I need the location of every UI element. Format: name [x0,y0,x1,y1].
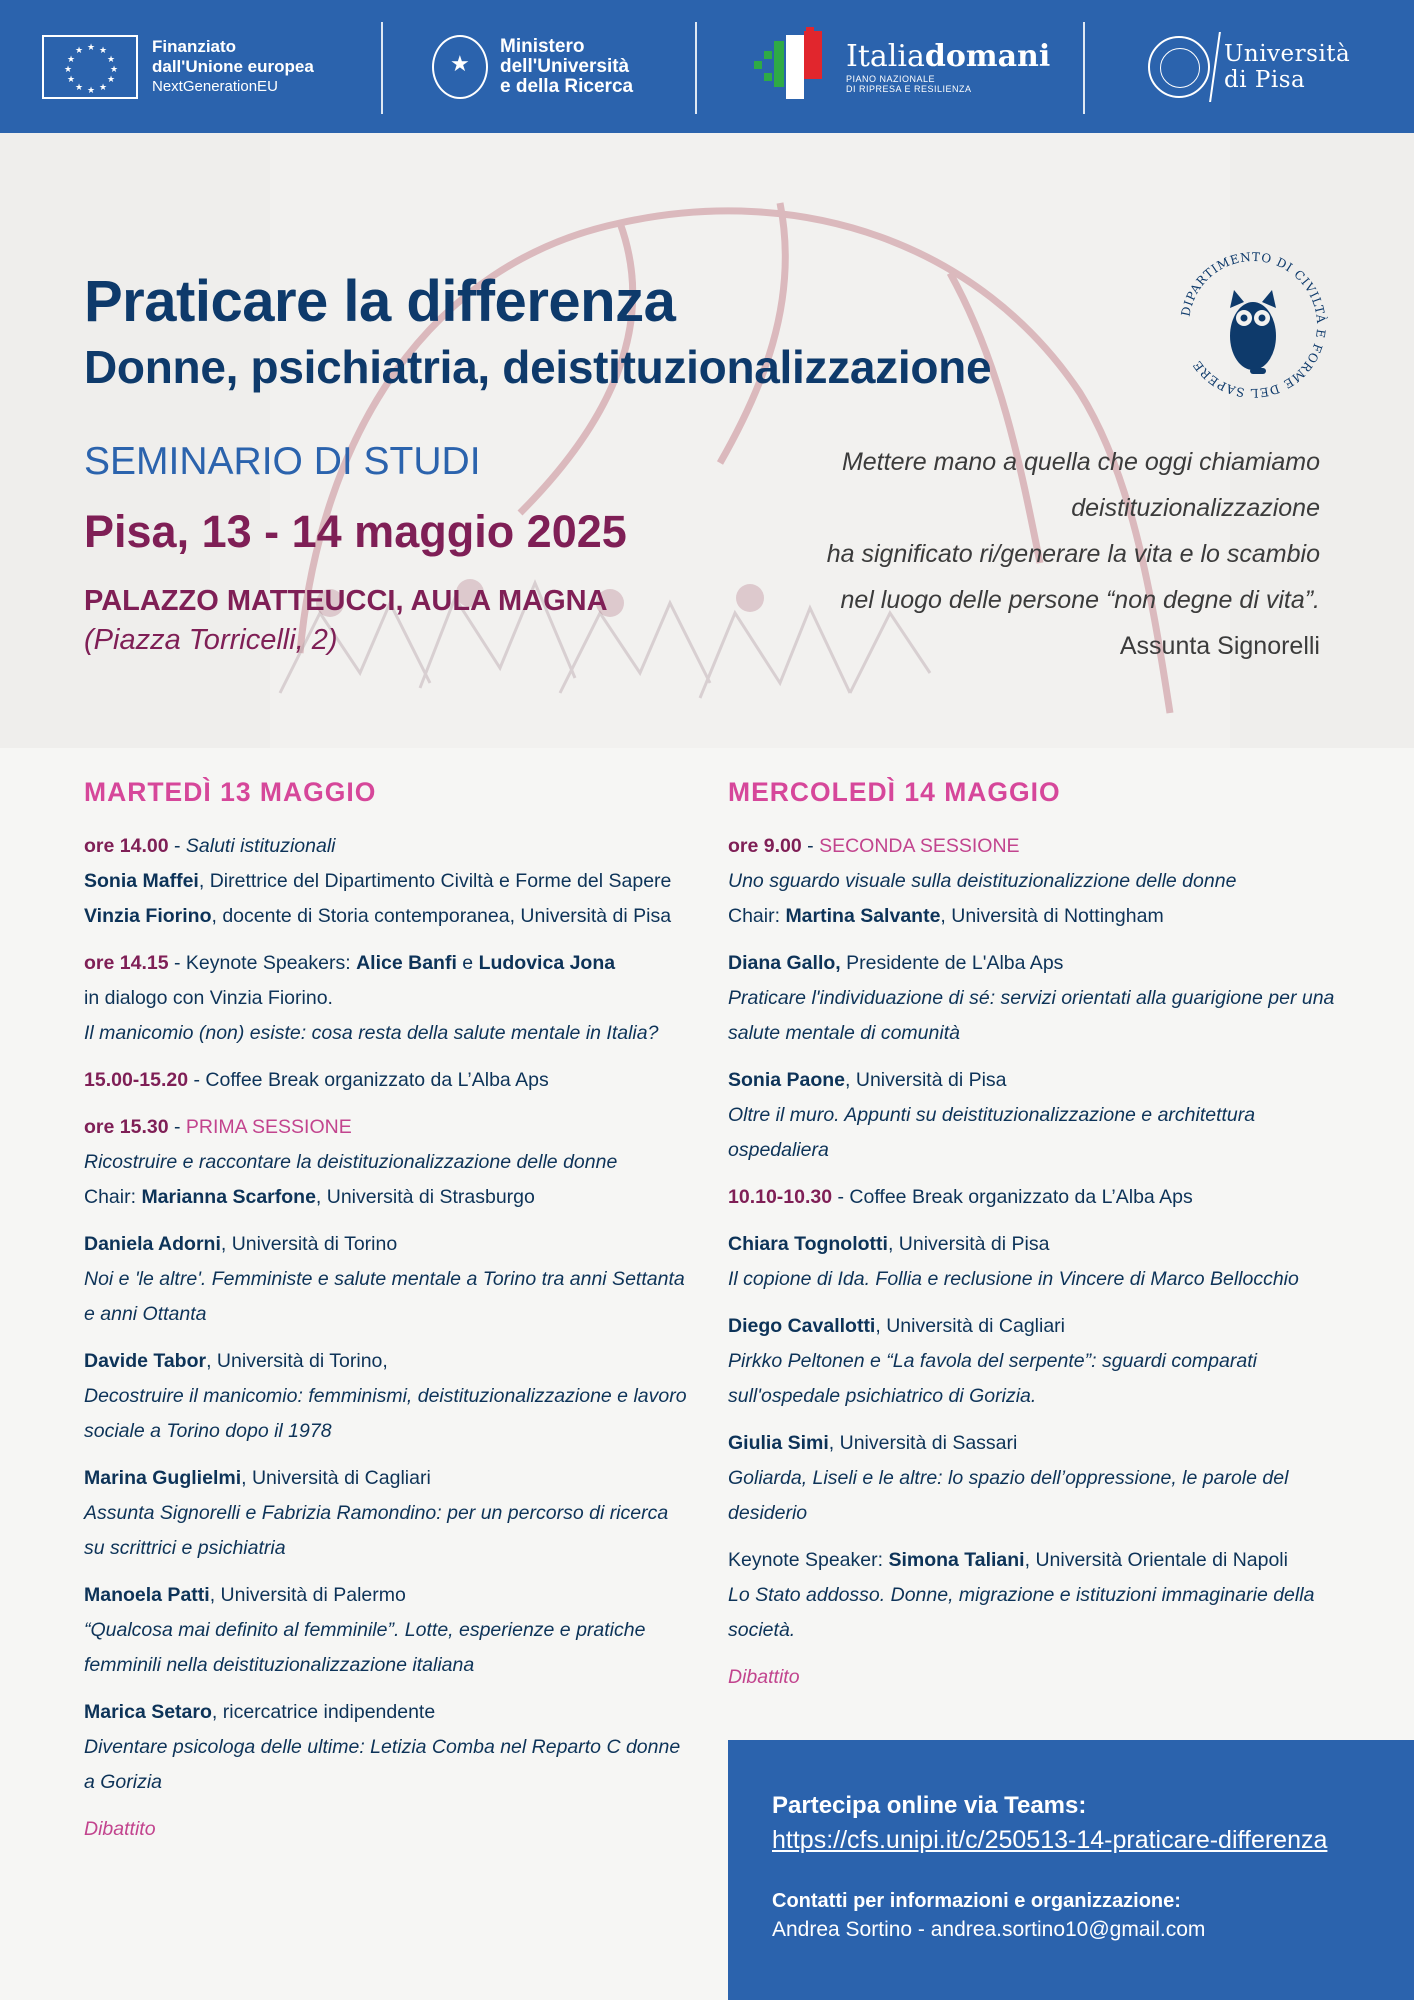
banner-divider [695,22,697,114]
talk-title: Il copione di Ida. Follia e reclusione in Vincere di Marco Bellocchio [728,1268,1299,1290]
talk-title: Lo Stato addosso. Donne, migrazione e istituzioni immaginarie della società. [728,1584,1315,1641]
ministry-logo [432,22,633,112]
quote-line: ha significato ri/generare la vita e lo scambio [826,540,1320,568]
quote-line: nel luogo delle persone “non degne di vita”. [840,586,1320,614]
speaker-name: Sonia Paone [728,1069,846,1091]
speaker-affiliation: , Direttrice del Dipartimento Civiltà e Forme del Sapere [198,870,672,892]
session-theme: Uno sguardo visuale sulla deistituzionalizzione delle donne [728,870,1237,892]
quote-author: Assunta Signorelli [1119,632,1320,660]
speaker-affiliation: , Università Orientale di Napoli [1024,1549,1288,1571]
chair-name: Martina Salvante [785,905,941,927]
debate-label: Dibattito [84,1818,156,1840]
chair-affiliation: , Università di Nottingham [940,905,1164,927]
talk-title: Oltre il muro. Appunti su deistituzionalizzazione e architettura ospedaliera [728,1104,1256,1161]
speaker-name: Vinzia Fiorino [84,905,212,927]
unipi-line1: Università [1224,41,1351,67]
event-address: (Piazza Torricelli, 2) [84,624,338,656]
talk-item [728,1227,1338,1297]
ministry-line3: e della Ricerca [500,76,634,97]
unipi-line2: di Pisa [1224,67,1306,93]
chair-label: Chair: [84,1186,142,1208]
seminar-label: SEMINARIO DI STUDI [84,440,481,483]
chair-label: Chair: [728,905,786,927]
talk-item [728,1063,1338,1168]
program-block [84,946,694,1051]
info-box [728,1740,1414,2000]
session-label: PRIMA SESSIONE [185,1116,352,1138]
talk-title: Noi e 'le altre'. Femministe e salute mentale a Torino tra anni Settanta e anni Ottanta [84,1268,685,1325]
contacts-label: Contatti per informazioni e organizzazione: [772,1890,1181,1912]
talk-item [728,1309,1338,1414]
time-label: ore 14.00 [84,835,169,857]
talk-item [84,1578,694,1683]
program-day2 [728,775,1338,1695]
italia-flag-pixel-icon [750,27,840,107]
separator: - [168,1116,186,1138]
talk-title: Il manicomio (non) esiste: cosa resta della salute mentale in Italia? [84,1022,659,1044]
keynote-prefix: - Keynote Speakers: [168,952,357,974]
eu-flag-icon: ★ ★ ★ ★ ★ ★ ★ ★ ★ ★ ★ ★ [42,35,138,99]
speaker-name: Marina Guglielmi [84,1467,242,1489]
time-label: ore 15.30 [84,1116,169,1138]
unipi-logo [1148,22,1350,112]
event-subtitle: Donne, psichiatria, deistituzionalizzazione [84,341,992,393]
teams-link[interactable]: https://cfs.unipi.it/c/250513-14-praticare-differenza [772,1826,1328,1854]
session-label: SECONDA SESSIONE [819,835,1020,857]
eu-line3: NextGenerationEU [152,78,278,95]
talk-title: Diventare psicologa delle ultime: Letizia Comba nel Reparto C donne a Gorizia [84,1736,681,1793]
speaker-name: Diana Gallo, [728,952,841,974]
talk-item [84,1344,694,1449]
top-banner [0,0,1414,133]
talk-title: Assunta Signorelli e Fabrizia Ramondino: per un percorso di ricerca su scrittrici e psichiatria [84,1502,669,1559]
speaker-affiliation: , ricercatrice indipendente [211,1701,436,1723]
ministry-line1: Ministero [500,36,585,57]
block-title: Saluti istituzionali [185,835,336,857]
eu-logo [42,22,314,112]
chair-name: Marianna Scarfone [141,1186,316,1208]
program-block [728,1180,1338,1215]
time-label: ore 14.15 [84,952,169,974]
separator: - [801,835,820,857]
speaker-affiliation: , Università di Cagliari [875,1315,1066,1337]
talk-title: Goliarda, Liseli e le altre: lo spazio dell’oppressione, le parole del desiderio [728,1467,1289,1524]
speaker-affiliation: , Università di Pisa [845,1069,1007,1091]
speaker-name: Sonia Maffei [84,870,199,892]
talk-item [728,946,1338,1051]
banner-divider [1083,22,1085,114]
hero-section [0,133,1414,748]
speaker-affiliation: , Università di Sassari [828,1432,1018,1454]
speaker-affiliation: , Università di Pisa [887,1233,1050,1255]
talk-title: “Qualcosa mai definito al femminile”. Lotte, esperienze e pratiche femminili nella deistituzionalizzazione italiana [84,1619,646,1676]
speaker-name: Davide Tabor [84,1350,207,1372]
speaker-affiliation: , Università di Torino [220,1233,398,1255]
domani-word: domani [924,39,1051,74]
program-block [84,829,694,934]
speaker-name: Daniela Adorni [84,1233,221,1255]
eu-line2: dall'Unione europea [152,57,314,76]
event-dates: Pisa, 13 - 14 maggio 2025 [84,506,627,557]
quote-line: deistituzionalizzazione [1071,494,1320,522]
eu-line1: Finanziato [152,37,237,56]
chair-affiliation: , Università di Strasburgo [315,1186,535,1208]
event-title: Praticare la differenza [84,269,676,334]
speaker-affiliation: , Università di Cagliari [241,1467,431,1489]
itd-sub2: DI RIPRESA E RESILIENZA [846,84,972,94]
unipi-seal-icon [1148,36,1210,98]
speaker-affiliation: , Università di Palermo [209,1584,406,1606]
ministry-line2: dell'Università [500,56,630,77]
program-block [728,829,1338,934]
talk-item [84,1695,694,1800]
speaker-name: Simona Taliani [888,1549,1025,1571]
coffee-break-text: - Coffee Break organizzato da L’Alba Aps [832,1186,1193,1208]
time-label: 10.10-10.30 [728,1186,833,1208]
dialogue-line: in dialogo con Vinzia Fiorino. [84,987,333,1009]
time-label: 15.00-15.20 [84,1069,189,1091]
keynote-prefix: Keynote Speaker: [728,1549,889,1571]
quote-line: Mettere mano a quella che oggi chiamiamo [841,448,1320,476]
program-block [84,1110,694,1215]
speaker-name: Ludovica Jona [478,952,616,974]
speaker-affiliation: , docente di Storia contemporanea, Università di Pisa [211,905,672,927]
speaker-name: Manoela Patti [84,1584,210,1606]
talk-title: Decostruire il manicomio: femminismi, deistituzionalizzazione e lavoro sociale a Torino dopo il 1978 [84,1385,687,1442]
online-label: Partecipa online via Teams: [772,1792,1087,1819]
day1-heading: MARTEDÌ 13 MAGGIO [84,777,377,807]
conjunction: e [456,952,479,974]
speaker-name: Marica Setaro [84,1701,212,1723]
speaker-name: Alice Banfi [356,952,457,974]
event-venue: PALAZZO MATTEUCCI, AULA MAGNA [84,585,608,617]
separator: - [168,835,186,857]
department-owl-seal-icon [1178,250,1328,400]
quote-block [760,439,1320,669]
contact-email[interactable]: Andrea Sortino - andrea.sortino10@gmail.com [772,1918,1206,1941]
talk-title: Pirkko Peltonen e “La favola del serpente”: sguardi comparati sull'ospedale psichiatrico di Gorizia. [728,1350,1257,1407]
day2-heading: MERCOLEDÌ 14 MAGGIO [728,777,1061,807]
coffee-break-text: - Coffee Break organizzato da L’Alba Aps [188,1069,549,1091]
time-label: ore 9.00 [728,835,802,857]
talk-item [84,1461,694,1566]
italiadomani-logo [750,22,1050,112]
itd-sub1: PIANO NAZIONALE [846,74,936,84]
republic-emblem-icon [432,35,488,99]
speaker-affiliation: , Università di Torino, [206,1350,388,1372]
banner-divider [381,22,383,114]
talk-title: Praticare l'individuazione di sé: servizi orientati alla guarigione per una salute mentale di comunità [728,987,1335,1044]
session-theme: Ricostruire e raccontare la deistituzionalizzazione delle donne [84,1151,618,1173]
italia-word: Italia [846,39,925,74]
debate-label: Dibattito [728,1666,800,1688]
speaker-affiliation: Presidente de L'Alba Aps [840,952,1064,974]
owl-seal-text: DIPARTIMENTO DI CIVILTÀ E FORME DEL SAPERE [1178,250,1328,400]
speaker-name: Diego Cavallotti [728,1315,876,1337]
speaker-name: Chiara Tognolotti [728,1233,888,1255]
talk-item [728,1543,1338,1648]
talk-item [728,1426,1338,1531]
talk-item [84,1227,694,1332]
speaker-name: Giulia Simi [728,1432,829,1454]
program-block [84,1063,694,1098]
program-day1 [84,775,694,1847]
